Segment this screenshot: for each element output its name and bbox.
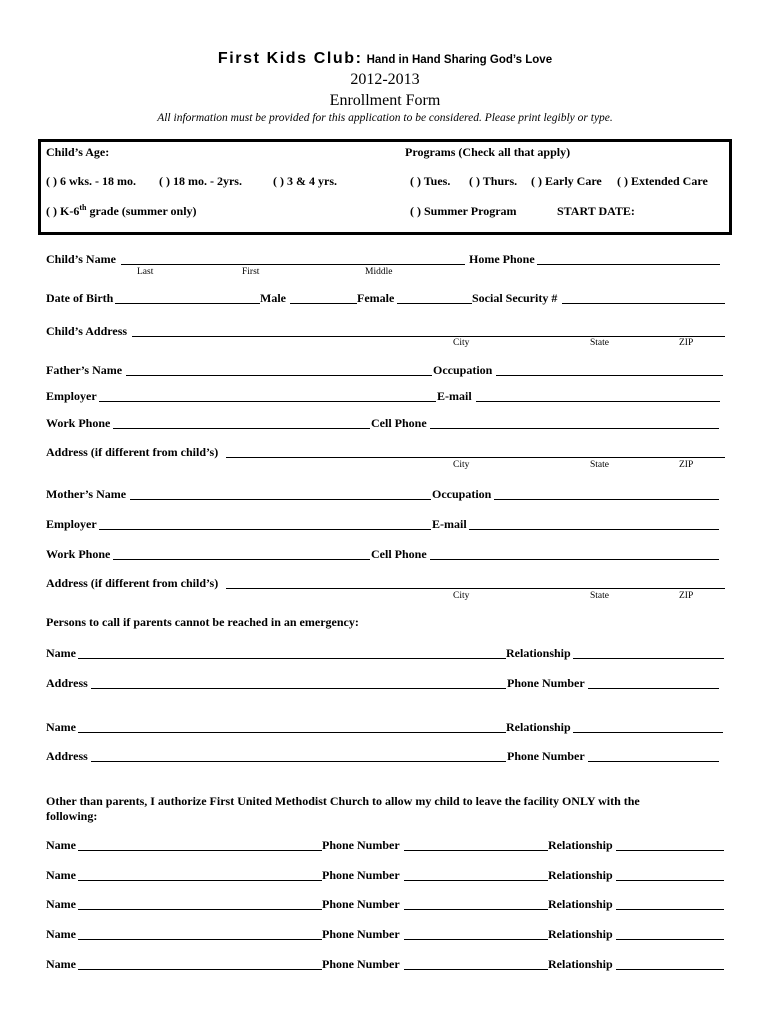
mothers-name-label: Mother’s Name	[46, 487, 127, 501]
female-label: Female	[357, 291, 395, 305]
state-sublabel: State	[590, 338, 609, 348]
authorized-5-phone-label: Phone Number	[322, 957, 400, 971]
female-field[interactable]	[397, 303, 472, 304]
authorized-5-relationship-field[interactable]	[616, 969, 724, 970]
authorized-1-phone-label: Phone Number	[322, 838, 400, 852]
emergency-1-phone-label: Phone Number	[507, 676, 585, 690]
emergency-2-name-label: Name	[46, 720, 76, 734]
emergency-2-address-field[interactable]	[91, 761, 506, 762]
mother-cell-phone-label: Cell Phone	[371, 547, 427, 561]
authorized-3-phone-label: Phone Number	[322, 897, 400, 911]
fathers-name-label: Father’s Name	[46, 363, 123, 377]
mother-employer-field[interactable]	[99, 529, 431, 530]
home-phone-label: Home Phone	[469, 252, 535, 266]
authorized-5-relationship-label: Relationship	[548, 957, 613, 971]
father-occupation-label: Occupation	[433, 363, 493, 377]
instructions-note: All information must be provided for this application to be considered. Please print legibly or type.	[157, 112, 613, 124]
father-work-phone-label: Work Phone	[46, 416, 111, 430]
emergency-1-name-field[interactable]	[78, 658, 506, 659]
father-employer-field[interactable]	[99, 401, 436, 402]
form-name: Enrollment Form	[329, 92, 441, 109]
emergency-2-phone-field[interactable]	[588, 761, 719, 762]
mother-address-field[interactable]	[226, 588, 725, 589]
emergency-2-phone-label: Phone Number	[507, 749, 585, 763]
program-option-tues[interactable]: ( ) Tues.	[410, 174, 451, 188]
dob-field[interactable]	[115, 303, 260, 304]
age-option-k6[interactable]	[46, 204, 197, 218]
authorized-4-name-field[interactable]	[78, 939, 322, 940]
middle-sublabel: Middle	[365, 267, 393, 277]
program-option-summer[interactable]: ( ) Summer Program	[410, 204, 517, 218]
club-tagline: Hand in Hand Sharing God’s Love	[366, 54, 553, 66]
age-option-3-4yrs[interactable]: ( ) 3 & 4 yrs.	[273, 174, 337, 188]
authorized-5-phone-field[interactable]	[404, 969, 548, 970]
mother-address-label: Address (if different from child’s)	[46, 576, 219, 590]
emergency-1-relationship-label: Relationship	[506, 646, 571, 660]
emergency-1-address-label: Address	[46, 676, 88, 690]
authorized-2-phone-field[interactable]	[404, 880, 548, 881]
mother-cell-phone-field[interactable]	[430, 559, 719, 560]
authorized-2-name-label: Name	[46, 868, 76, 882]
school-year: 2012-2013	[350, 71, 420, 88]
mother-email-field[interactable]	[469, 529, 719, 530]
childs-address-label: Child’s Address	[46, 324, 128, 338]
mother-employer-label: Employer	[46, 517, 97, 531]
zip-sublabel: ZIP	[679, 338, 694, 348]
authorized-1-relationship-field[interactable]	[616, 850, 724, 851]
emergency-2-name-field[interactable]	[78, 732, 506, 733]
male-label: Male	[260, 291, 286, 305]
childs-age-label: Child’s Age:	[46, 145, 110, 159]
father-email-label: E-mail	[437, 389, 472, 403]
last-sublabel: Last	[137, 267, 154, 277]
authorized-5-name-label: Name	[46, 957, 76, 971]
age-k6-sup: th	[79, 203, 87, 212]
mothers-name-field[interactable]	[130, 499, 431, 500]
age-k6-suffix: grade (summer only)	[86, 204, 197, 218]
father-zip-sublabel: ZIP	[679, 460, 694, 470]
authorized-2-relationship-field[interactable]	[616, 880, 724, 881]
authorized-3-name-field[interactable]	[78, 909, 322, 910]
age-option-18mo[interactable]: ( ) 18 mo. - 2yrs.	[159, 174, 242, 188]
emergency-1-relationship-field[interactable]	[573, 658, 724, 659]
childs-name-field[interactable]	[121, 264, 465, 265]
program-option-extended-care[interactable]: ( ) Extended Care	[617, 174, 708, 188]
emergency-2-relationship-field[interactable]	[573, 732, 723, 733]
authorized-4-phone-label: Phone Number	[322, 927, 400, 941]
club-name: First Kids Club:	[217, 50, 363, 67]
authorized-4-phone-field[interactable]	[404, 939, 548, 940]
authorized-heading-line2: following:	[46, 809, 98, 823]
age-k6-prefix: ( ) K-6	[46, 204, 80, 218]
authorized-4-name-label: Name	[46, 927, 76, 941]
mother-occupation-field[interactable]	[494, 499, 719, 500]
emergency-1-phone-field[interactable]	[588, 688, 719, 689]
ssn-label: Social Security #	[472, 291, 558, 305]
emergency-2-relationship-label: Relationship	[506, 720, 571, 734]
dob-label: Date of Birth	[46, 291, 114, 305]
father-state-sublabel: State	[590, 460, 609, 470]
father-address-label: Address (if different from child’s)	[46, 445, 219, 459]
male-field[interactable]	[290, 303, 357, 304]
authorized-3-phone-field[interactable]	[404, 909, 548, 910]
authorized-4-relationship-label: Relationship	[548, 927, 613, 941]
father-email-field[interactable]	[476, 401, 720, 402]
authorized-1-name-field[interactable]	[78, 850, 322, 851]
father-occupation-field[interactable]	[496, 375, 723, 376]
city-sublabel: City	[453, 338, 470, 348]
authorized-1-phone-field[interactable]	[404, 850, 548, 851]
authorized-1-relationship-label: Relationship	[548, 838, 613, 852]
emergency-1-name-label: Name	[46, 646, 76, 660]
program-option-early-care[interactable]: ( ) Early Care	[531, 174, 602, 188]
start-date-label: START DATE:	[557, 204, 635, 218]
first-sublabel: First	[242, 267, 260, 277]
emergency-heading: Persons to call if parents cannot be reached in an emergency:	[46, 615, 359, 629]
programs-label: Programs (Check all that apply)	[405, 145, 571, 159]
home-phone-field[interactable]	[537, 264, 720, 265]
mother-state-sublabel: State	[590, 591, 609, 601]
age-option-6wks[interactable]: ( ) 6 wks. - 18 mo.	[46, 174, 136, 188]
program-option-thurs[interactable]: ( ) Thurs.	[469, 174, 518, 188]
mother-zip-sublabel: ZIP	[679, 591, 694, 601]
father-address-field[interactable]	[226, 457, 725, 458]
authorized-1-name-label: Name	[46, 838, 76, 852]
father-city-sublabel: City	[453, 460, 470, 470]
authorized-3-relationship-field[interactable]	[616, 909, 724, 910]
emergency-2-address-label: Address	[46, 749, 88, 763]
authorized-2-phone-label: Phone Number	[322, 868, 400, 882]
father-employer-label: Employer	[46, 389, 97, 403]
authorized-2-relationship-label: Relationship	[548, 868, 613, 882]
authorized-heading-line1: Other than parents, I authorize First United Methodist Church to allow my child to leave the facility ONLY with the	[46, 794, 640, 808]
authorized-3-name-label: Name	[46, 897, 76, 911]
form-title	[0, 50, 770, 68]
childs-address-field[interactable]	[132, 336, 725, 337]
emergency-1-address-field[interactable]	[91, 688, 506, 689]
authorized-5-name-field[interactable]	[78, 969, 322, 970]
father-cell-phone-field[interactable]	[430, 428, 719, 429]
authorized-2-name-field[interactable]	[78, 880, 322, 881]
father-cell-phone-label: Cell Phone	[371, 416, 427, 430]
mother-work-phone-field[interactable]	[113, 559, 370, 560]
fathers-name-field[interactable]	[126, 375, 432, 376]
mother-occupation-label: Occupation	[432, 487, 492, 501]
mother-work-phone-label: Work Phone	[46, 547, 111, 561]
mother-city-sublabel: City	[453, 591, 470, 601]
childs-name-label: Child’s Name	[46, 252, 116, 266]
ssn-field[interactable]	[562, 303, 725, 304]
father-work-phone-field[interactable]	[113, 428, 370, 429]
authorized-3-relationship-label: Relationship	[548, 897, 613, 911]
authorized-4-relationship-field[interactable]	[616, 939, 724, 940]
mother-email-label: E-mail	[432, 517, 467, 531]
